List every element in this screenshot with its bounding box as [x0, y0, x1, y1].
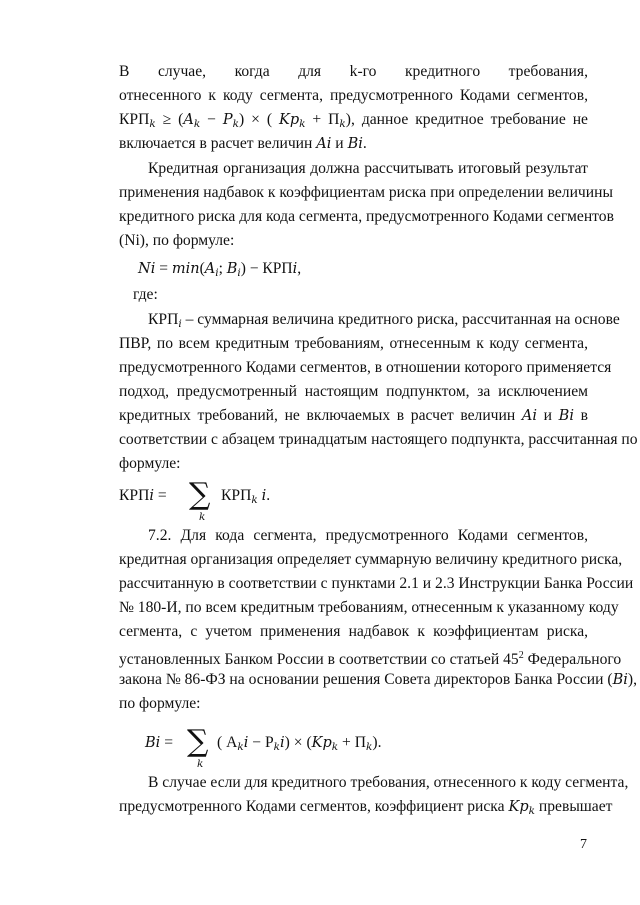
formula-bi-sum: Bi = ∑ k ( $А_ki - Р_ki) \times (Kp_k + П_k)$. — [145, 724, 382, 770]
p4-line-6: установленных Банком России в соответствии со статьей $45^2$ Федерального — [119, 650, 622, 668]
p4-line-4: № 180-И, по всем кредитным требованиям, отнесенным к указанному коду — [119, 599, 619, 616]
p3-line-7: формуле: — [119, 455, 181, 472]
p4-line-8: по формуле: — [119, 695, 201, 712]
p2-line-4: (Ni), по формуле: — [119, 232, 235, 249]
page-number: 7 — [580, 837, 587, 852]
p3-line-5: кредитных требований, не включаемых в расчет величин Ai и Bi в — [119, 407, 589, 424]
p4-line-5: сегмента, с учетом применения надбавок к коэффициентам риска, — [119, 623, 589, 640]
p4-line-2: кредитная организация определяет суммарную величину кредитного риска, — [119, 551, 623, 568]
formula-krpi-sum: КРПi = ∑ k $КРП_k$ i. — [119, 477, 271, 523]
p1-line-3: $КРП_k \ge (A_k - P_k)$ × ( $Kp_k + П_k$), данное кредитное требование не — [119, 111, 588, 130]
formula-ni: $Ni = \min(A_i$; $B_i$) − КРПi, — [138, 260, 302, 279]
formula-krp-condition: $КРП_k \ge (A_k - P_k)$ × ( $Kp_k + П_k$), — [119, 111, 355, 130]
p5-line-2: предусмотренного Кодами сегментов, коэффициент риска $Kp_k$ превышает — [119, 798, 613, 817]
p3-line-1: $КРП_i$ – суммарная величина кредитного риска, рассчитанная на основе — [148, 311, 620, 330]
p2-line-3: кредитного риска для кода сегмента, предусмотренного Кодами сегментов — [119, 208, 614, 225]
p3-line-6: соответствии с абзацем тринадцатым настоящего подпункта, рассчитанная по — [119, 431, 638, 448]
p1-line-1: В случае, когда для k-го кредитного требования, — [119, 63, 588, 80]
p4-line-1: 7.2. Для кода сегмента, предусмотренного Кодами сегментов, — [148, 527, 588, 544]
p1-line-2: отнесенного к коду сегмента, предусмотренного Кодами сегментов, — [119, 87, 588, 104]
p5-line-1: В случае если для кредитного требования, отнесенного к коду сегмента, — [148, 774, 629, 791]
p4-line-3: рассчитанную в соответствии с пунктами 2.1 и 2.3 Инструкции Банка России — [119, 575, 634, 592]
p2-line-1: Кредитная организация должна рассчитывать итоговый результат — [148, 160, 588, 177]
p1-line-4: включается в расчет величин Ai и Bi. — [119, 135, 367, 152]
p2-line-2: применения надбавок к коэффициентам риска при определении величины — [119, 184, 613, 201]
where-label: где: — [133, 286, 158, 303]
footnote-superscript: 2 — [518, 650, 524, 661]
p4-line-7: закона № 86-ФЗ на основании решения Совета директоров Банка России (Bi), — [119, 671, 637, 688]
p3-line-2: ПВР, по всем кредитным требованиям, отнесенным к коду сегмента, — [119, 335, 588, 352]
p3-line-4: подход, предусмотренный настоящим подпунктом, за исключением — [119, 383, 588, 400]
p3-line-3: предусмотренного Кодами сегментов, в отношении которого применяется — [119, 359, 612, 376]
